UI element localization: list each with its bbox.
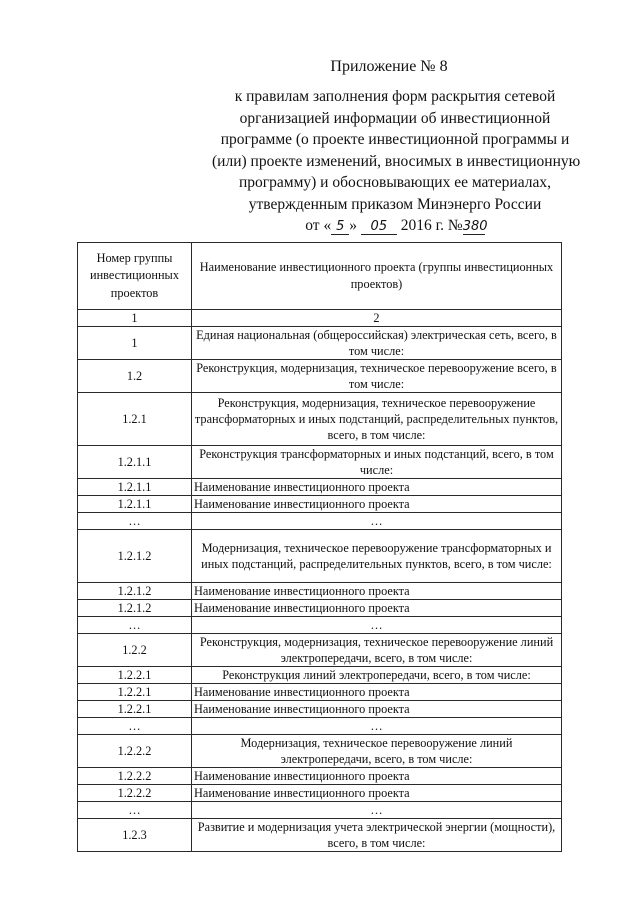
group-number-cell: 1 <box>78 327 192 360</box>
group-number-cell: 1.2.2.2 <box>78 785 192 802</box>
table-row <box>78 393 562 446</box>
project-name-cell: Модернизация, техническое перевооружение трансформаторных и иных подстанций, распределительных пунктов, всего, в том числе: <box>192 530 562 583</box>
project-name-cell: … <box>192 617 562 634</box>
order-year: 2016 г. № <box>396 217 463 234</box>
order-date-mid: » <box>349 217 361 234</box>
table-row <box>78 496 562 513</box>
group-number-cell: 1.2.1.2 <box>78 600 192 617</box>
table-row <box>78 768 562 785</box>
project-name-cell: Реконструкция, модернизация, техническое перевооружение трансформаторных и иных подстанций, распределительных пунктов, всего, в том числе: <box>192 393 562 446</box>
table-row <box>78 446 562 479</box>
table-row <box>78 583 562 600</box>
group-number-cell: 1.2.3 <box>78 819 192 852</box>
column-number: 2 <box>192 310 562 327</box>
order-month: 05 <box>361 220 397 235</box>
column-number: 1 <box>78 310 192 327</box>
order-date-line <box>212 215 578 237</box>
column-header-group-number: Номер группы инвестиционных проектов <box>78 243 192 310</box>
preamble-line: (или) проекте изменений, вносимых в инвестиционную <box>212 152 581 170</box>
project-name-cell: Наименование инвестиционного проекта <box>192 479 562 496</box>
preamble <box>212 86 581 237</box>
project-name-cell: Наименование инвестиционного проекта <box>192 785 562 802</box>
order-day: 5 <box>331 220 349 235</box>
group-number-cell: 1.2.1.1 <box>78 446 192 479</box>
preamble-line: программу) и обосновывающих ее материалах, <box>239 174 551 191</box>
project-name-cell: Наименование инвестиционного проекта <box>192 600 562 617</box>
project-name-cell: Реконструкция трансформаторных и иных подстанций, всего, в том числе: <box>192 446 562 479</box>
project-name-cell: Наименование инвестиционного проекта <box>192 583 562 600</box>
group-number-cell: 1.2.2.1 <box>78 667 192 684</box>
project-name-cell: … <box>192 513 562 530</box>
group-number-cell: … <box>78 802 192 819</box>
group-number-cell: 1.2.2.1 <box>78 684 192 701</box>
table-row <box>78 617 562 634</box>
group-number-cell: 1.2.1.2 <box>78 583 192 600</box>
project-name-cell: … <box>192 718 562 735</box>
group-number-cell: 1.2.1.2 <box>78 530 192 583</box>
table-row <box>78 513 562 530</box>
project-name-cell: Модернизация, техническое перевооружение линий электропередачи, всего, в том числе: <box>192 735 562 768</box>
preamble-line: организацией информации об инвестиционной <box>239 109 551 127</box>
project-name-cell: Наименование инвестиционного проекта <box>192 684 562 701</box>
preamble-line: программе (о проекте инвестиционной программы и <box>220 131 570 148</box>
group-number-cell: … <box>78 718 192 735</box>
project-name-cell: Развитие и модернизация учета электрической энергии (мощности), всего, в том числе: <box>192 819 562 852</box>
table-row <box>78 785 562 802</box>
table-row <box>78 684 562 701</box>
table-row <box>78 600 562 617</box>
column-header-project-name: Наименование инвестиционного проекта (группы инвестиционных проектов) <box>192 243 562 310</box>
project-name-cell: Реконструкция, модернизация, техническое перевооружение линий электропередачи, всего, в том числе: <box>192 634 562 667</box>
table-row <box>78 634 562 667</box>
appendix-title-text: Приложение № 8 <box>330 58 448 75</box>
group-number-cell: … <box>78 513 192 530</box>
group-number-cell: 1.2.2.2 <box>78 735 192 768</box>
group-number-cell: 1.2.2 <box>78 634 192 667</box>
table-row <box>78 701 562 718</box>
table-row <box>78 530 562 583</box>
table-row <box>78 819 562 852</box>
group-number-cell: … <box>78 617 192 634</box>
project-name-cell: Реконструкция линий электропередачи, всего, в том числе: <box>192 667 562 684</box>
table-row <box>78 718 562 735</box>
group-number-cell: 1.2.1.1 <box>78 479 192 496</box>
table-row <box>78 327 562 360</box>
table-row <box>78 735 562 768</box>
group-number-cell: 1.2 <box>78 360 192 393</box>
order-date-prefix: от « <box>305 217 332 234</box>
group-number-cell: 1.2.2.2 <box>78 768 192 785</box>
column-numbers-row <box>78 310 562 327</box>
table-row <box>78 667 562 684</box>
appendix-title <box>0 58 640 76</box>
order-number: 380 <box>462 219 488 234</box>
project-name-cell: Единая национальная (общероссийская) электрическая сеть, всего, в том числе: <box>192 327 562 360</box>
project-name-cell: … <box>192 802 562 819</box>
table-row <box>78 360 562 393</box>
investment-projects-table <box>77 242 562 852</box>
preamble-line: к правилам заполнения форм раскрытия сетевой <box>234 88 556 105</box>
table-row <box>78 479 562 496</box>
group-number-cell: 1.2.1.1 <box>78 496 192 513</box>
project-name-cell: Реконструкция, модернизация, техническое перевооружение всего, в том числе: <box>192 360 562 393</box>
project-name-cell: Наименование инвестиционного проекта <box>192 768 562 785</box>
preamble-line: утвержденным приказом Минэнерго России <box>248 195 542 213</box>
project-name-cell: Наименование инвестиционного проекта <box>192 496 562 513</box>
table-row <box>78 802 562 819</box>
project-name-cell: Наименование инвестиционного проекта <box>192 701 562 718</box>
group-number-cell: 1.2.2.1 <box>78 701 192 718</box>
group-number-cell: 1.2.1 <box>78 393 192 446</box>
table-header-row <box>78 243 562 310</box>
